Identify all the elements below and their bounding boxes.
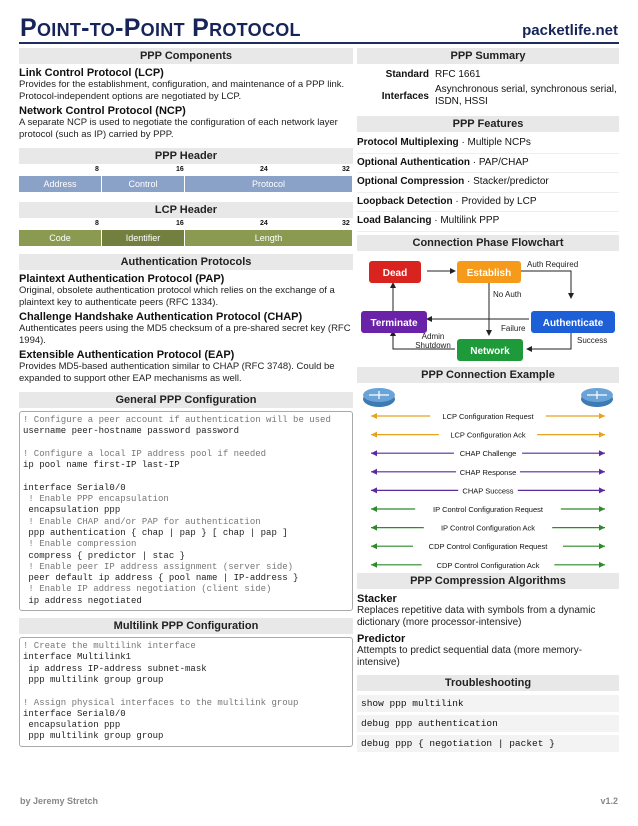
summary-key: Interfaces (381, 90, 429, 102)
compression-title: Stacker (357, 592, 397, 605)
code-line: ! Configure a peer account if authentication will be used (23, 415, 331, 425)
troubleshooting-command: debug ppp { negotiation | packet } (357, 735, 619, 752)
compression-desc: Replaces repetitive data with symbols from a dynamic dictionary (more processor-intensive) (357, 604, 596, 628)
connection-message-label: CHAP Challenge (459, 448, 517, 458)
field-address: Address (19, 176, 102, 192)
ruler-tick: 32 (342, 166, 350, 173)
code-line: ! Enable compression (23, 539, 137, 550)
field-identifier: Identifier (102, 230, 185, 246)
feature-desc: · Stacker/predictor (464, 176, 549, 187)
connection-message-label: LCP Configuration Request (442, 411, 534, 421)
auth-heading: Authentication Protocols (19, 254, 353, 270)
code-line: encapsulation ppp (23, 505, 121, 516)
code-line: ! Enable peer IP address assignment (server side) (23, 561, 294, 572)
troubleshooting-list (357, 695, 619, 752)
feature-name: Protocol Multiplexing (357, 137, 459, 148)
label-shutdown: Shutdown (415, 340, 451, 350)
left-column (19, 48, 353, 747)
ppp-header-ruler (19, 164, 353, 176)
page-title: Point-to-Point Protocol (20, 14, 301, 42)
code-line: ! Assign physical interfaces to the multilink group (23, 697, 299, 708)
auth-item (19, 349, 353, 384)
connection-message-label: CDP Control Configuration Request (428, 541, 548, 551)
general-config-heading: General PPP Configuration (19, 392, 353, 408)
footer-author: by Jeremy Stretch (20, 796, 99, 806)
connection-message (371, 559, 605, 569)
component-title: Network Control Protocol (NCP) (19, 105, 186, 117)
ruler-tick: 16 (176, 166, 184, 173)
code-line: ppp multilink group group (23, 731, 164, 742)
code-line: compress { predictor | stac } (23, 550, 186, 561)
ppp-header-bar (19, 176, 353, 192)
feature-item (357, 193, 619, 213)
connection-message-label: IP Control Configuration Ack (440, 523, 536, 533)
arrow-auth-required (521, 271, 571, 298)
component-desc: Provides for the establishment, configuration, and maintenance of a PPP link. Protocol-independent options are negotiated by LCP. (19, 79, 345, 102)
connection-message (371, 411, 605, 421)
flowchart-heading: Connection Phase Flowchart (357, 235, 619, 251)
component-desc: A separate NCP is used to negotiate the configuration of each network layer protocol (such as IP) carried by PPP. (19, 117, 338, 140)
connection-diagram (357, 383, 619, 573)
auth-item (19, 273, 353, 308)
ppp-header-heading: PPP Header (19, 148, 353, 164)
connection-message (371, 429, 605, 439)
auth-title: Extensible Authentication Protocol (EAP) (19, 349, 235, 361)
feature-item (357, 154, 619, 174)
ruler-tick: 32 (342, 220, 350, 227)
right-column (357, 48, 619, 755)
code-line: peer default ip address { pool name | IP-address } (23, 573, 299, 584)
label-no-auth: No Auth (493, 289, 522, 299)
label-success: Success (577, 335, 608, 345)
code-line: ppp authentication { chap | pap } [ chap | pap ] (23, 527, 288, 538)
troubleshooting-command: show ppp multilink (357, 695, 619, 712)
code-line (23, 686, 349, 697)
arrow-success (527, 333, 571, 349)
state-establish-label: Establish (466, 267, 512, 279)
footer-version: v1.2 (600, 796, 618, 806)
field-protocol: Protocol (185, 176, 353, 192)
multilink-config-code (19, 637, 353, 747)
code-line: ! Create the multilink interface (23, 641, 196, 652)
code-line: username peer-hostname password password (23, 426, 240, 437)
feature-item (357, 173, 619, 193)
code-line: interface Serial0/0 (23, 482, 126, 493)
component-item (19, 67, 353, 102)
label-auth-required: Auth Required (527, 259, 579, 269)
connection-message-label: CHAP Response (459, 467, 517, 477)
summary-row (357, 82, 619, 110)
feature-desc: · Multilink PPP (431, 215, 500, 226)
label-failure: Failure (501, 323, 526, 333)
site-name: packetlife.net (522, 22, 618, 39)
auth-title: Plaintext Authentication Protocol (PAP) (19, 273, 225, 285)
lcp-header-ruler (19, 218, 353, 230)
feature-name: Load Balancing (357, 215, 432, 226)
ruler-tick: 24 (260, 166, 268, 173)
auth-desc: Provides MD5-based authentication similar to CHAP (RFC 3748). Could be expanded to support other EAP mechanisms as well. (19, 361, 335, 384)
lcp-header-heading: LCP Header (19, 202, 353, 218)
router-icon (363, 388, 395, 407)
compression-title: Predictor (357, 632, 406, 645)
connection-message (371, 522, 605, 532)
auth-desc: Authenticates peers using the MD5 checksum of a pre-shared secret key (RFC 1994). (19, 323, 351, 346)
connection-message (371, 448, 605, 458)
code-line: ppp multilink group group (23, 674, 164, 685)
summary-value: RFC 1661 (435, 69, 481, 80)
connection-message-label: LCP Configuration Ack (450, 430, 526, 440)
compression-item (357, 593, 619, 629)
state-network-label: Network (470, 345, 510, 357)
state-authenticate-label: Authenticate (542, 317, 604, 329)
compression-heading: PPP Compression Algorithms (357, 573, 619, 589)
summary-key: Standard (385, 69, 429, 80)
connection-message-label: IP Control Configuration Request (433, 504, 543, 514)
troubleshooting-heading: Troubleshooting (357, 675, 619, 691)
code-line: ip address negotiated (23, 595, 142, 606)
ruler-tick: 8 (95, 220, 99, 227)
router-icon (581, 388, 613, 407)
general-config-code (19, 411, 353, 611)
component-title: Link Control Protocol (LCP) (19, 67, 164, 79)
summary-value: Asynchronous serial, synchronous serial, ISDN, HSSI (435, 84, 617, 107)
code-line (23, 438, 349, 449)
connection-message-label: CDP Control Configuration Ack (436, 560, 540, 570)
components-heading: PPP Components (19, 48, 353, 64)
code-line: ! Enable CHAP and/or PAP for authentication (23, 516, 261, 527)
connection-heading: PPP Connection Example (357, 367, 619, 383)
label-admin: Admin (421, 331, 445, 341)
field-code: Code (19, 230, 102, 246)
connection-message (371, 541, 605, 551)
code-line: ! Enable IP address negotiation (client side) (23, 584, 272, 595)
feature-desc: · Multiple NCPs (458, 137, 531, 148)
auth-item (19, 311, 353, 346)
lcp-header-bar (19, 230, 353, 246)
compression-desc: Attempts to predict sequential data (more memory-intensive) (357, 644, 583, 668)
ruler-tick: 24 (260, 220, 268, 227)
connection-message (371, 504, 605, 514)
field-control: Control (102, 176, 185, 192)
compression-item (357, 633, 619, 669)
feature-name: Loopback Detection (357, 195, 453, 207)
auth-title: Challenge Handshake Authentication Protocol (CHAP) (19, 311, 303, 323)
ruler-tick: 8 (95, 166, 99, 173)
feature-item (357, 134, 619, 154)
multilink-config-heading: Multilink PPP Configuration (19, 618, 353, 634)
feature-desc: · PAP/CHAP (469, 156, 529, 168)
auth-desc: Original, obsolete authentication protocol which relies on the exchange of a plaintext key to authenticate peers (RFC 1334). (19, 285, 335, 308)
code-line: encapsulation ppp (23, 720, 121, 731)
title-rule (19, 42, 619, 44)
state-terminate-label: Terminate (370, 317, 418, 329)
code-line: ip pool name first-IP last-IP (23, 460, 180, 471)
ruler-tick: 16 (176, 220, 184, 227)
code-line: ip address IP-address subnet-mask (23, 663, 207, 674)
summary-heading: PPP Summary (357, 48, 619, 64)
features-heading: PPP Features (357, 116, 619, 132)
connection-message (371, 485, 605, 495)
code-line: ! Configure a local IP address pool if needed (23, 448, 267, 459)
troubleshooting-command: debug ppp authentication (357, 715, 619, 732)
state-dead-label: Dead (382, 267, 408, 279)
code-line (23, 471, 349, 482)
feature-item (357, 212, 619, 232)
summary-row (357, 67, 619, 82)
connection-message-label: CHAP Success (462, 485, 514, 495)
component-item (19, 105, 353, 140)
feature-name: Optional Authentication (357, 156, 470, 168)
field-length: Length (185, 230, 353, 246)
code-line: interface Multilink1 (23, 652, 132, 663)
feature-desc: · Provided by LCP (452, 195, 537, 207)
code-line: interface Serial0/0 (23, 708, 126, 719)
connection-message (371, 466, 605, 476)
flowchart-diagram (357, 253, 619, 363)
features-list (357, 134, 619, 232)
code-line: ! Enable PPP encapsulation (23, 494, 169, 505)
feature-name: Optional Compression (357, 176, 465, 187)
